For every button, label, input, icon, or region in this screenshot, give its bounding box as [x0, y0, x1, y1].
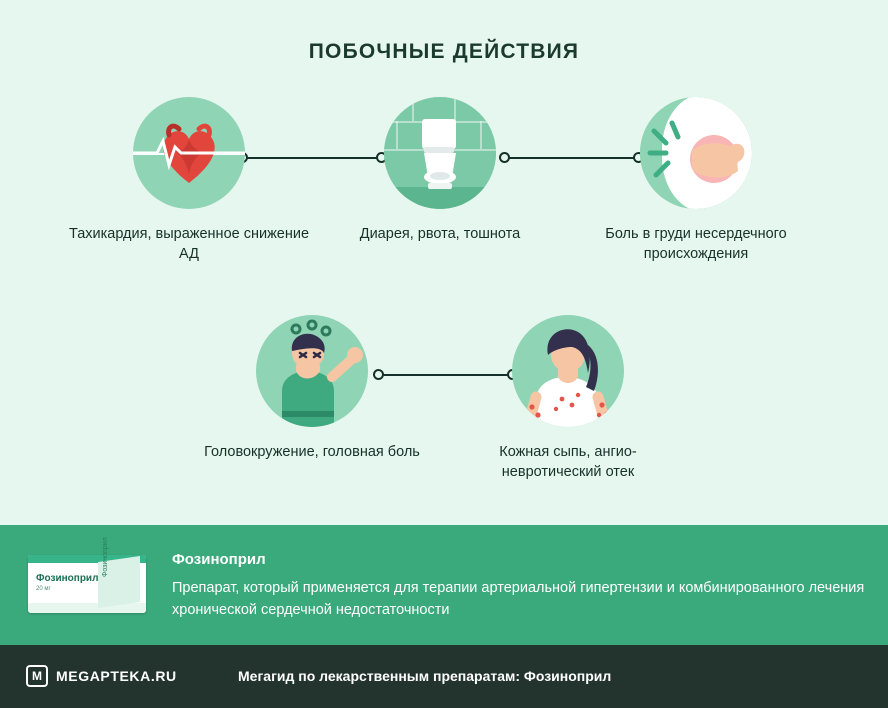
drug-banner — [0, 525, 888, 645]
logo-text: MEGAPTEKA.RU — [56, 668, 177, 684]
drug-box-image — [24, 537, 152, 619]
node-rash — [452, 315, 684, 482]
rash-person-shape-icon — [512, 315, 624, 427]
dizzy-person-icon — [256, 315, 368, 427]
ecg-line-icon — [133, 97, 245, 209]
node-chest-pain — [568, 97, 824, 264]
page-title: ПОБОЧНЫЕ ДЕЙСТВИЯ — [308, 40, 580, 63]
node-dizziness — [200, 315, 424, 463]
node-caption: Боль в груди несердечного происхождения — [605, 226, 787, 262]
chest-pain-icon — [640, 97, 752, 209]
toilet-icon — [384, 97, 496, 209]
node-diarrhea — [320, 97, 560, 245]
footer-caption: Мегагид по лекарственным препаратам: Фозиноприл — [238, 668, 612, 684]
dizzy-person-shape-icon — [256, 315, 368, 427]
pain-flash-icon — [640, 97, 752, 209]
drug-box-side-label: Фозиноприл — [102, 537, 109, 577]
node-caption: Головокружение, головная боль — [204, 444, 420, 460]
footer-bar — [0, 645, 888, 708]
drug-name: Фозиноприл — [172, 551, 266, 568]
node-tachycardia — [64, 97, 314, 264]
node-caption: Тахикардия, выраженное снижение АД — [68, 226, 310, 262]
drug-description: Препарат, который применяется для терапии артериальной гипертензии и комбинированного лечения хронической сердечной недостаточности — [172, 580, 865, 619]
logo-mark-icon: M — [26, 665, 48, 687]
toilet-shape-icon — [384, 97, 496, 209]
heart-ecg-icon — [133, 97, 245, 209]
drug-box-dose: 20 мг — [36, 586, 51, 592]
site-logo[interactable] — [26, 665, 177, 687]
node-caption: Кожная сыпь, ангио-невротический отек — [499, 444, 637, 480]
skin-rash-person-icon — [512, 315, 624, 427]
node-caption: Диарея, рвота, тошнота — [359, 226, 521, 242]
drug-box-label: Фозиноприл — [36, 573, 99, 584]
